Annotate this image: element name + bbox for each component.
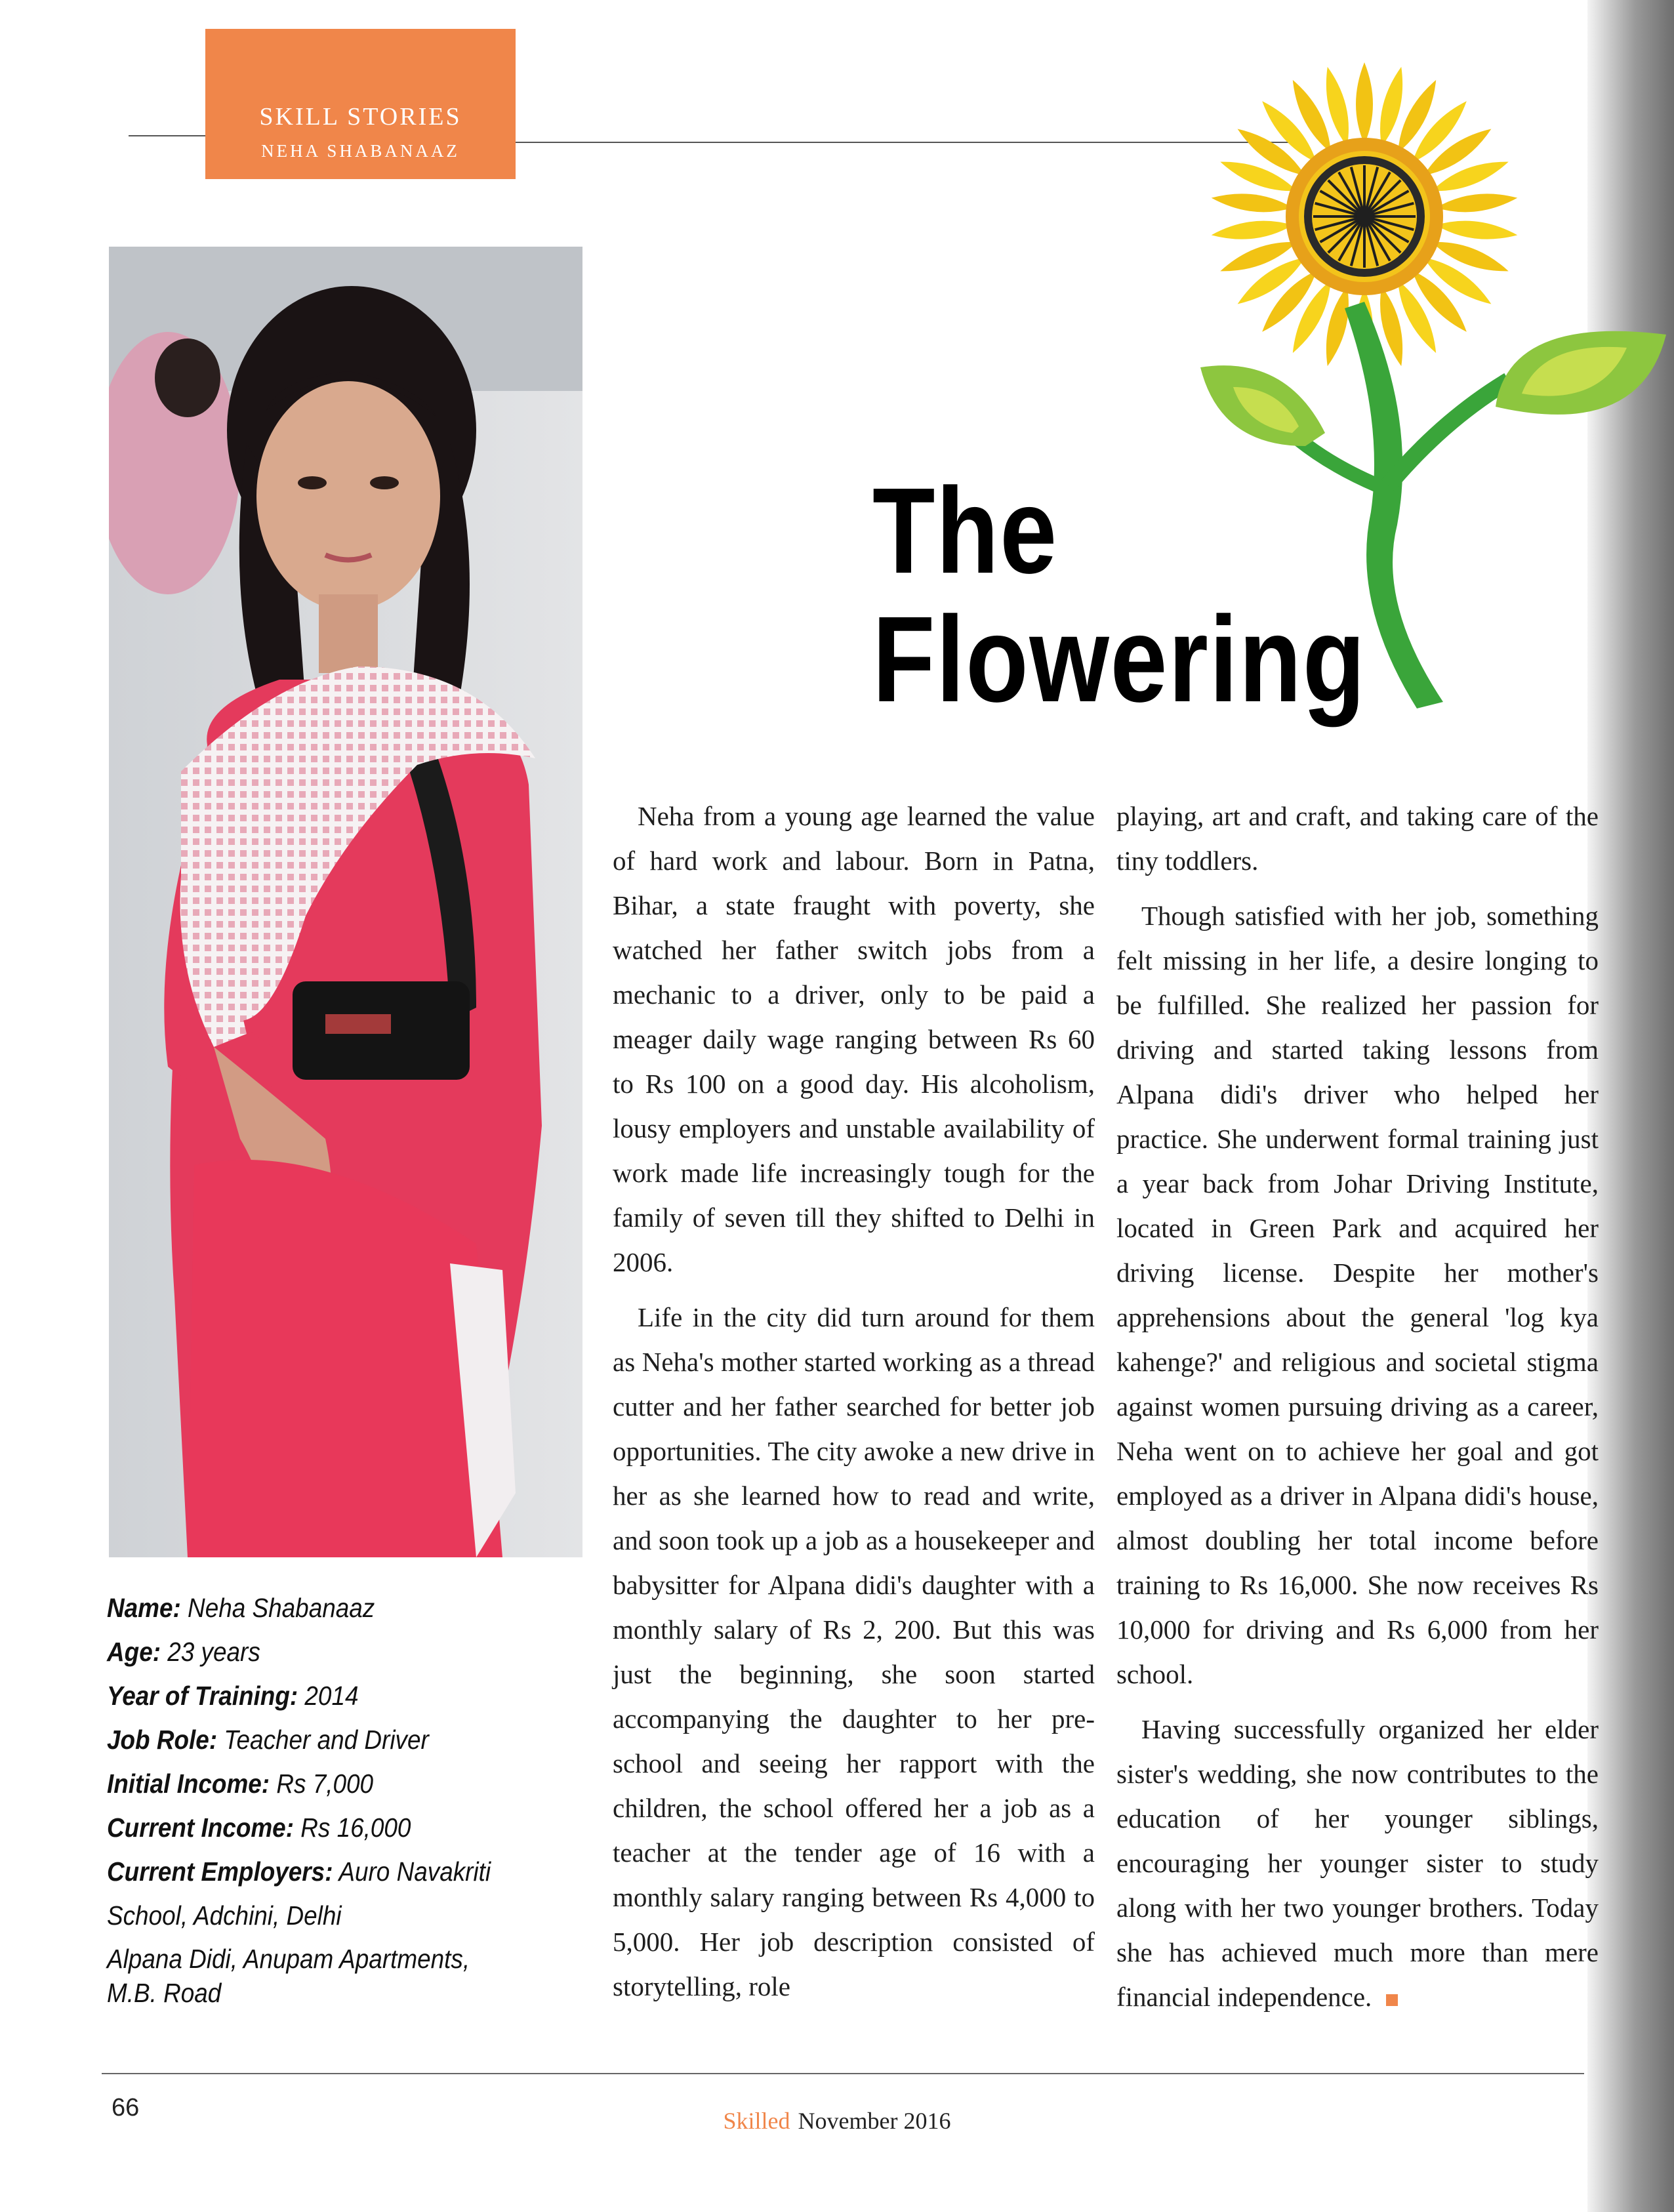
portrait-photo-icon <box>109 247 582 1557</box>
header-rule-left <box>129 135 205 136</box>
sunflower-illustration <box>1168 13 1666 722</box>
profile-row <box>107 1762 520 1806</box>
article-paragraph: Neha from a young age learned the value of hard work and labour. Born in Patna, Bihar, a state fraught with poverty, she watched her father switch jobs from a mechanic to a driver, only to be paid a meager daily wage ranging between Rs 60 to Rs 100 on a good day. His alcoholism, lousy employers and unstable availability of work made life increasingly tough for the family of seven till they shifted to Delhi in 2006. <box>613 801 1095 1277</box>
profile-label: Job Role: <box>107 1725 218 1755</box>
profile-value: Rs 7,000 <box>270 1769 374 1799</box>
section-header <box>205 29 516 179</box>
end-of-article-square-icon <box>1386 1994 1398 2006</box>
profile-row <box>107 1630 520 1674</box>
profile-value: 23 years <box>160 1637 260 1667</box>
author-name: NEHA SHABANAAZ <box>261 141 460 161</box>
profile-value: Teacher and Driver <box>217 1725 429 1755</box>
profile-label: Name: <box>107 1593 181 1623</box>
profile-label: Current Income: <box>107 1813 294 1843</box>
footer-publication <box>0 2107 1674 2135</box>
title-line-1: The <box>872 463 1058 599</box>
sunflower-chakra-icon <box>1168 13 1666 722</box>
profile-row <box>107 1674 520 1718</box>
profile-value: Auro Navakriti School, Adchini, Delhi <box>107 1856 491 1931</box>
profile-label: Year of Training: <box>107 1681 298 1711</box>
portrait-photo <box>109 247 582 1557</box>
profile-label: Current Employers: <box>107 1856 333 1887</box>
issue-date: November 2016 <box>798 2108 951 2134</box>
profile-label: Age: <box>107 1637 161 1667</box>
article-paragraph-continued: playing, art and craft, and taking care of the tiny toddlers. <box>1116 801 1599 876</box>
article-column-1 <box>613 794 1095 2009</box>
page-number: 66 <box>112 2094 140 2121</box>
article-column-2 <box>1116 794 1599 2019</box>
magazine-name: Skilled <box>723 2108 790 2134</box>
profile-list <box>107 1586 520 1938</box>
article-paragraph-final <box>1116 1707 1599 2019</box>
article-paragraph: Though satisfied with her job, something felt missing in her life, a desire longing to be fulfilled. She realized her passion for driving and started taking lessons from Alpana didi's driver who helped her practice. She underwent formal training just a year back from Johar Driving Institute, located in Green Park and acquired her driving license. Despite her mother's apprehensions about the general 'log kya kahenge?' and religious and societal stigma against women pursuing driving as a career, Neha went on to achieve her goal and got employed as a driver in Alpana didi's house, almost doubling her total income before training to Rs 16,000. She now receives Rs 10,000 for driving and Rs 6,000 from her school. <box>1116 901 1599 1689</box>
footer-rule <box>102 2073 1584 2074</box>
article-paragraph: Life in the city did turn around for them as Neha's mother started working as a thread cutter and her father searched for better job opportunities. The city awoke a new drive in her as she learned how to read and write, and soon took up a job as a housekeeper and babysitter for Alpana didi's daughter with a monthly salary of Rs 2, 200. But this was just the beginning, she soon started accompanying the daughter to her pre-school and seeing her rapport with the children, the school offered her a job as a teacher at the tender age of 16 with a monthly salary ranging between Rs 4,000 to 5,000. Her job description consisted of storytelling, role <box>613 1302 1095 2001</box>
profile-row <box>107 1586 520 1630</box>
final-paragraph-text: Having successfully organized her elder sister's wedding, she now contributes to the education of her younger siblings, encouraging her younger sister to study along with her two younger brothers. Today she has achieved much more than mere financial independence. <box>1116 1714 1599 2012</box>
profile-value: Rs 16,000 <box>293 1813 411 1843</box>
profile-value: Neha Shabanaaz <box>180 1593 375 1623</box>
profile-employer-extra: Alpana Didi, Anupam Apartments, M.B. Road <box>107 1944 470 2008</box>
profile-row <box>107 1806 520 1850</box>
profile-row <box>107 1718 520 1762</box>
profile-facts <box>107 1586 520 2010</box>
title-line-2: Flowering <box>872 592 1366 727</box>
profile-value: 2014 <box>298 1681 359 1711</box>
profile-label: Initial Income: <box>107 1769 270 1799</box>
profile-row <box>107 1850 520 1938</box>
section-label: SKILL STORIES <box>259 103 462 131</box>
